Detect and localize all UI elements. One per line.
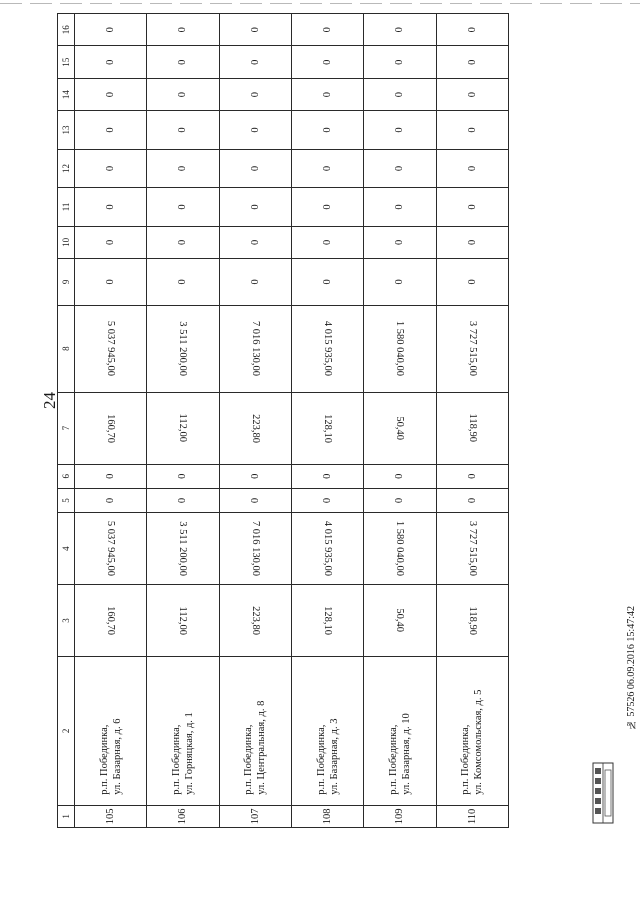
cell-col-15 — [291, 46, 363, 78]
address-line: ул. Горняцкая, д. 1 — [183, 712, 195, 795]
cell-value: 7 016 130,00 — [249, 321, 261, 377]
cell-col-9 — [75, 259, 147, 306]
column-number-6: 6 — [58, 464, 75, 488]
cell-col-9 — [219, 259, 291, 306]
cell-value: 0 — [177, 165, 189, 172]
column-number-10: 10 — [58, 226, 75, 258]
cell-value: 0 — [466, 91, 478, 98]
address-line: р.п. Побединка, — [243, 724, 255, 795]
cell-col-13 — [75, 111, 147, 149]
cell-col-16 — [436, 14, 508, 46]
cell-value: 0 — [177, 497, 189, 504]
table-row — [364, 14, 436, 828]
address-cell — [436, 656, 508, 805]
cell-value: 0 — [105, 165, 117, 172]
cell-col-9 — [291, 259, 363, 306]
cell-value: 1 580 040,00 — [394, 321, 406, 377]
scan-artifact-line — [0, 3, 640, 4]
cell-value: 0 — [322, 204, 334, 210]
cell-value: 0 — [394, 497, 406, 504]
cell-value: 0 — [394, 59, 406, 65]
cell-value: 118,90 — [466, 413, 478, 443]
row-number: 105 — [75, 805, 147, 827]
cell-col-14 — [364, 78, 436, 110]
cell-col-7 — [75, 392, 147, 464]
cell-value: 1 580 040,00 — [394, 521, 406, 577]
cell-value: 0 — [394, 165, 406, 172]
cell-col-14 — [436, 78, 508, 110]
cell-col-15 — [147, 46, 219, 78]
cell-value: 0 — [466, 497, 478, 504]
cell-col-6 — [75, 464, 147, 488]
cell-col-8 — [75, 305, 147, 392]
cell-value: 0 — [249, 204, 261, 210]
cell-col-12 — [147, 149, 219, 187]
row-number: 110 — [436, 805, 508, 827]
cell-value: 0 — [177, 473, 189, 479]
table-row — [436, 14, 508, 828]
column-number-1: 1 — [58, 805, 75, 827]
cell-value: 0 — [322, 239, 334, 245]
cell-col-13 — [147, 111, 219, 149]
cell-col-5 — [291, 488, 363, 512]
cell-col-4 — [436, 513, 508, 585]
cell-value: 0 — [322, 279, 334, 285]
row-number: 107 — [219, 805, 291, 827]
cell-col-10 — [364, 226, 436, 258]
cell-value: 0 — [105, 59, 117, 65]
cell-col-14 — [219, 78, 291, 110]
cell-col-8 — [364, 305, 436, 392]
address-line: р.п. Побединка, — [387, 724, 399, 795]
table-row — [147, 14, 219, 828]
row-number: 109 — [364, 805, 436, 827]
cell-col-16 — [75, 14, 147, 46]
column-number-7: 7 — [58, 392, 75, 464]
cell-col-9 — [436, 259, 508, 306]
address-cell — [219, 656, 291, 805]
column-number-4: 4 — [58, 513, 75, 585]
cell-value: 0 — [105, 473, 117, 479]
cell-col-5 — [219, 488, 291, 512]
cell-value: 0 — [466, 239, 478, 245]
cell-col-11 — [147, 188, 219, 226]
cell-value: 0 — [466, 59, 478, 65]
cell-col-11 — [75, 188, 147, 226]
cell-col-15 — [219, 46, 291, 78]
cell-col-12 — [436, 149, 508, 187]
page-number: 24 — [40, 392, 59, 409]
cell-value: 4 015 935,00 — [322, 521, 334, 577]
cell-col-4 — [147, 513, 219, 585]
cell-col-4 — [364, 513, 436, 585]
cell-col-8 — [147, 305, 219, 392]
address-line: ул. Комсомольская, д. 5 — [473, 689, 485, 795]
cell-value: 5 037 945,00 — [105, 321, 117, 377]
cell-value: 0 — [249, 59, 261, 65]
cell-value: 0 — [105, 279, 117, 285]
cell-col-7 — [219, 392, 291, 464]
cell-value: 0 — [249, 165, 261, 172]
cell-value: 0 — [105, 91, 117, 98]
cell-col-3 — [75, 585, 147, 657]
cell-col-6 — [147, 464, 219, 488]
cell-value: 112,00 — [177, 413, 189, 443]
cell-col-7 — [436, 392, 508, 464]
cell-col-8 — [436, 305, 508, 392]
cell-col-13 — [364, 111, 436, 149]
table-row — [219, 14, 291, 828]
cell-col-4 — [75, 513, 147, 585]
cell-col-9 — [147, 259, 219, 306]
address-line: р.п. Побединка, — [170, 724, 182, 795]
cell-value: 223,80 — [249, 413, 261, 443]
cell-value: 0 — [105, 204, 117, 210]
cell-value: 5 037 945,00 — [105, 521, 117, 577]
cell-col-16 — [219, 14, 291, 46]
cell-value: 0 — [466, 204, 478, 210]
address-line: ул. Базарная, д. 6 — [111, 718, 123, 795]
cell-value: 3 511 200,00 — [177, 321, 189, 377]
cell-col-14 — [291, 78, 363, 110]
cell-col-11 — [364, 188, 436, 226]
cell-value: 0 — [177, 204, 189, 210]
cell-value: 0 — [466, 473, 478, 479]
cell-col-16 — [364, 14, 436, 46]
cell-col-16 — [291, 14, 363, 46]
cell-col-3 — [436, 585, 508, 657]
column-number-16: 16 — [58, 14, 75, 46]
cell-value: 4 015 935,00 — [322, 321, 334, 377]
cell-value: 0 — [249, 127, 261, 133]
cell-col-12 — [75, 149, 147, 187]
cell-col-13 — [291, 111, 363, 149]
cell-value: 0 — [322, 59, 334, 65]
cell-col-5 — [75, 488, 147, 512]
cell-value: 0 — [322, 127, 334, 133]
cell-col-9 — [364, 259, 436, 306]
cell-col-8 — [291, 305, 363, 392]
column-number-3: 3 — [58, 585, 75, 657]
address-cell — [364, 656, 436, 805]
table-row — [75, 14, 147, 828]
table-row — [291, 14, 363, 828]
cell-col-11 — [219, 188, 291, 226]
cell-col-13 — [436, 111, 508, 149]
cell-col-3 — [364, 585, 436, 657]
address-line: р.п. Побединка, — [98, 724, 110, 795]
cell-value: 0 — [394, 279, 406, 285]
cell-value: 0 — [394, 239, 406, 245]
address-line: р.п. Побединка, — [315, 724, 327, 795]
column-number-14: 14 — [58, 78, 75, 110]
cell-value: 50,40 — [394, 608, 406, 633]
address-cell — [75, 656, 147, 805]
cell-col-4 — [219, 513, 291, 585]
cell-col-14 — [147, 78, 219, 110]
cell-col-3 — [291, 585, 363, 657]
cell-value: 0 — [249, 91, 261, 98]
cell-value: 0 — [177, 127, 189, 133]
cell-value: 0 — [105, 127, 117, 133]
cell-value: 0 — [177, 27, 189, 33]
cell-col-10 — [291, 226, 363, 258]
registry-stamp-icon — [592, 762, 614, 824]
cell-col-13 — [219, 111, 291, 149]
cell-value: 0 — [394, 127, 406, 133]
cell-value: 0 — [394, 91, 406, 98]
cell-col-10 — [219, 226, 291, 258]
cell-value: 128,10 — [322, 413, 334, 443]
cell-value: 3 727 515,00 — [466, 321, 478, 377]
cell-value: 0 — [394, 473, 406, 479]
cell-value: 0 — [322, 91, 334, 98]
column-number-15: 15 — [58, 46, 75, 78]
address-cell — [147, 656, 219, 805]
cell-col-4 — [291, 513, 363, 585]
address-line: ул. Базарная, д. 3 — [328, 718, 340, 795]
cell-value: 0 — [249, 279, 261, 285]
housing-register-table — [57, 13, 509, 828]
row-number: 106 — [147, 805, 219, 827]
cell-value: 0 — [105, 497, 117, 504]
cell-col-10 — [147, 226, 219, 258]
cell-col-3 — [219, 585, 291, 657]
address-line: ул. Базарная, д. 10 — [400, 713, 412, 795]
cell-value: 0 — [249, 473, 261, 479]
cell-col-10 — [436, 226, 508, 258]
address-line: р.п. Побединка, — [460, 724, 472, 795]
column-number-9: 9 — [58, 259, 75, 306]
cell-value: 160,70 — [105, 413, 117, 443]
address-line: ул. Центральная, д. 8 — [256, 700, 268, 795]
cell-value: 0 — [322, 27, 334, 33]
address-cell — [291, 656, 363, 805]
cell-value: 0 — [466, 165, 478, 172]
column-number-8: 8 — [58, 305, 75, 392]
cell-value: 118,90 — [466, 606, 478, 635]
cell-col-8 — [219, 305, 291, 392]
column-number-13: 13 — [58, 111, 75, 149]
cell-col-6 — [436, 464, 508, 488]
cell-value: 0 — [249, 497, 261, 504]
column-number-row — [58, 14, 75, 828]
cell-value: 3 727 515,00 — [466, 521, 478, 577]
cell-value: 0 — [322, 473, 334, 479]
cell-value: 3 511 200,00 — [177, 521, 189, 576]
cell-value: 0 — [249, 27, 261, 33]
cell-value: 0 — [105, 27, 117, 33]
cell-value: 223,80 — [249, 606, 261, 635]
cell-col-16 — [147, 14, 219, 46]
cell-col-7 — [147, 392, 219, 464]
cell-value: 0 — [394, 204, 406, 210]
cell-value: 0 — [466, 127, 478, 133]
cell-col-11 — [436, 188, 508, 226]
cell-value: 0 — [249, 239, 261, 245]
cell-value: 0 — [322, 497, 334, 504]
cell-value: 0 — [105, 239, 117, 245]
cell-value: 7 016 130,00 — [249, 521, 261, 577]
cell-col-5 — [147, 488, 219, 512]
cell-value: 0 — [177, 59, 189, 65]
cell-col-12 — [219, 149, 291, 187]
cell-value: 0 — [466, 279, 478, 285]
cell-value: 112,00 — [177, 606, 189, 635]
cell-col-12 — [364, 149, 436, 187]
cell-value: 0 — [322, 165, 334, 172]
cell-col-5 — [436, 488, 508, 512]
cell-value: 0 — [177, 279, 189, 285]
cell-col-12 — [291, 149, 363, 187]
cell-col-5 — [364, 488, 436, 512]
cell-col-15 — [436, 46, 508, 78]
cell-col-15 — [75, 46, 147, 78]
cell-value: 0 — [177, 239, 189, 245]
document-registration-id: № 57526 06.09.2016 15:47:42 — [626, 606, 637, 731]
rotated-table-wrapper — [57, 13, 509, 828]
cell-value: 0 — [394, 27, 406, 33]
cell-col-11 — [291, 188, 363, 226]
cell-col-14 — [75, 78, 147, 110]
cell-col-6 — [219, 464, 291, 488]
row-number: 108 — [291, 805, 363, 827]
column-number-12: 12 — [58, 149, 75, 187]
cell-col-10 — [75, 226, 147, 258]
cell-col-15 — [364, 46, 436, 78]
cell-value: 128,10 — [322, 606, 334, 635]
cell-col-6 — [364, 464, 436, 488]
cell-value: 0 — [177, 91, 189, 98]
cell-col-3 — [147, 585, 219, 657]
cell-value: 0 — [466, 27, 478, 33]
column-number-2: 2 — [58, 656, 75, 805]
column-number-11: 11 — [58, 188, 75, 226]
cell-value: 160,70 — [105, 606, 117, 635]
cell-col-6 — [291, 464, 363, 488]
cell-col-7 — [364, 392, 436, 464]
cell-col-7 — [291, 392, 363, 464]
cell-value: 50,40 — [394, 416, 406, 440]
column-number-5: 5 — [58, 488, 75, 512]
